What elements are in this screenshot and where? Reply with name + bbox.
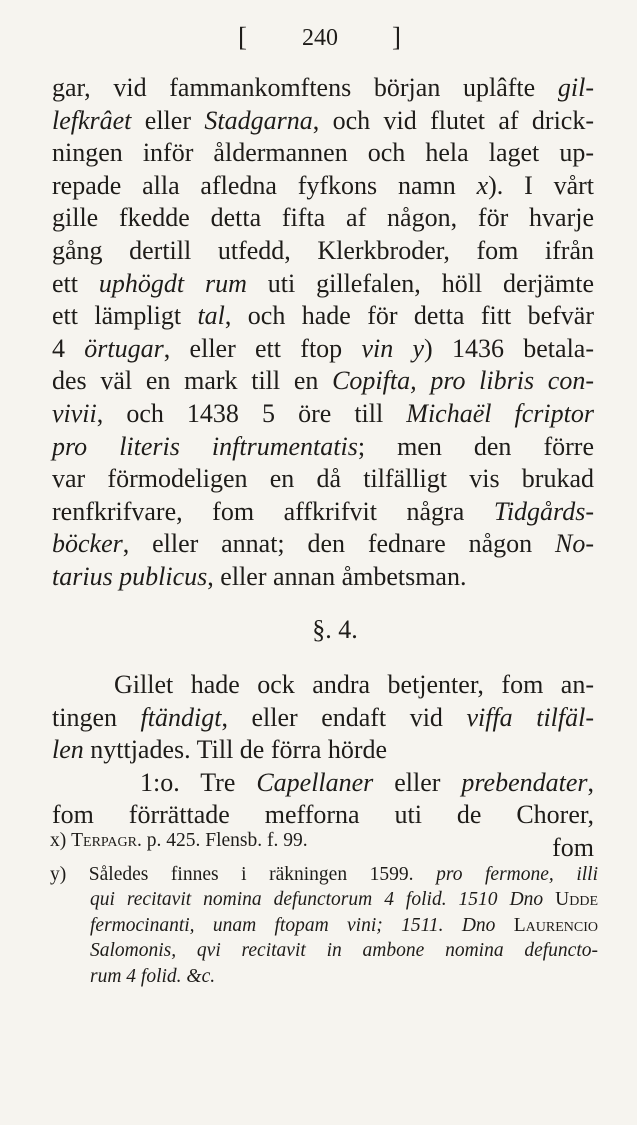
text-line bbox=[52, 333, 594, 366]
text-run: des väl en mark till en bbox=[52, 366, 333, 396]
page-header bbox=[0, 22, 637, 62]
text-run: , och hade för detta fitt befvär bbox=[224, 301, 594, 331]
smallcaps-run: Terpagr. bbox=[71, 830, 142, 851]
text-run: renfkrifvare, fom affkrifvit några bbox=[52, 496, 494, 526]
text-run bbox=[444, 915, 462, 936]
text-run: ; men den förre bbox=[357, 431, 594, 461]
text-line bbox=[50, 964, 598, 990]
main-text bbox=[52, 72, 594, 865]
text-line bbox=[50, 887, 598, 913]
italic-run: pro literis inftrumentatis bbox=[52, 431, 358, 461]
text-line bbox=[52, 137, 594, 170]
italic-run: No- bbox=[555, 529, 594, 559]
text-run: gar, vid fammankomftens början uplâfte bbox=[52, 73, 558, 102]
text-run: , eller endaft vid bbox=[221, 702, 467, 732]
footnotes bbox=[50, 828, 598, 989]
italic-run: Tidgårds- bbox=[493, 496, 594, 526]
text-run: ett bbox=[52, 268, 99, 298]
italic-run: Capellaner bbox=[256, 767, 374, 797]
text-run: fom förrättade mefforna uti de Chorer, bbox=[52, 800, 594, 830]
text-run: var förmodeligen en då tilfälligt vis brukad bbox=[52, 464, 594, 494]
text-line bbox=[52, 170, 594, 203]
italic-run: rum 4 folid. &c. bbox=[90, 965, 216, 987]
italic-run: lefkrâet bbox=[52, 105, 132, 135]
text-run bbox=[498, 889, 510, 910]
text-line bbox=[52, 528, 594, 561]
text-line bbox=[52, 72, 594, 105]
italic-run: x bbox=[476, 170, 489, 200]
spacer bbox=[52, 646, 594, 669]
text-run: eller bbox=[373, 767, 462, 797]
italic-run: Salomonis, qvi recitavit in ambone nomina defuncto- bbox=[90, 940, 598, 961]
text-line bbox=[52, 235, 594, 268]
text-run: , eller annat; den fednare någon bbox=[122, 529, 555, 559]
italic-run: Dno bbox=[509, 889, 544, 910]
text-run: 1:o. Tre bbox=[140, 767, 257, 797]
italic-run: tal bbox=[197, 301, 225, 331]
italic-run: Michaël fcriptor bbox=[406, 398, 594, 428]
italic-run: tarius publicus bbox=[52, 561, 208, 591]
text-run: eller bbox=[131, 105, 205, 135]
italic-run: pro fermone, illi bbox=[436, 863, 599, 885]
text-run: gille fkedde detta fifta af någon, för hvarje bbox=[52, 203, 594, 233]
text-run bbox=[495, 915, 513, 936]
italic-run: fermocinanti, unam ftopam vini; 1511. bbox=[90, 914, 444, 936]
italic-run: len bbox=[52, 735, 84, 765]
text-line bbox=[52, 496, 594, 529]
text-run: y) Således finnes i räkningen 1599. bbox=[50, 863, 437, 885]
footnote-x bbox=[50, 828, 598, 854]
text-line bbox=[52, 734, 594, 767]
text-run bbox=[543, 889, 555, 910]
text-line bbox=[52, 767, 594, 800]
italic-run: gil- bbox=[557, 73, 594, 102]
italic-run: uphögdt rum bbox=[98, 268, 247, 298]
text-line bbox=[52, 268, 594, 301]
text-run: ) 1436 betala- bbox=[424, 333, 594, 363]
text-run: , eller annan åmbetsman. bbox=[207, 561, 467, 591]
italic-run: qui recitavit nomina defunctorum 4 folid. 1510 bbox=[90, 889, 498, 910]
text-line bbox=[52, 365, 594, 398]
italic-run: prebendater bbox=[461, 767, 588, 797]
text-line bbox=[52, 105, 594, 138]
text-run: fom bbox=[552, 833, 594, 863]
text-run: , och vid flutet af drick- bbox=[312, 105, 594, 135]
paragraph-section-3-end bbox=[52, 72, 594, 594]
italic-run: Copifta, pro libris con- bbox=[332, 366, 594, 396]
italic-run: böcker bbox=[52, 529, 123, 559]
text-run: tingen bbox=[52, 702, 141, 732]
spacer bbox=[52, 594, 594, 614]
header-bracket-right: ] bbox=[392, 22, 401, 52]
text-run: Gillet hade ock andra betjenter, fom an- bbox=[114, 670, 594, 700]
text-run: ningen inför åldermannen och hela laget up- bbox=[52, 138, 594, 168]
text-run: uti gillefalen, höll derjämte bbox=[246, 268, 594, 298]
italic-run: örtugar bbox=[84, 333, 164, 363]
text-line bbox=[52, 561, 594, 594]
text-line bbox=[52, 300, 594, 333]
italic-run: Stadgarna bbox=[204, 105, 313, 135]
italic-run: Dno bbox=[461, 914, 496, 936]
italic-run: vin y bbox=[361, 333, 425, 363]
text-run: repade alla afledna fyfkons namn bbox=[52, 170, 477, 200]
text-line bbox=[52, 202, 594, 235]
text-run: ett lämpligt bbox=[52, 301, 198, 331]
text-line bbox=[50, 938, 598, 964]
section-heading: §. 4. bbox=[312, 614, 358, 644]
italic-run: vivii bbox=[52, 398, 97, 428]
text-run: 4 bbox=[52, 333, 85, 363]
italic-run: viffa tilfäl- bbox=[466, 702, 594, 732]
text-line bbox=[52, 431, 594, 464]
text-line bbox=[52, 669, 594, 702]
text-line bbox=[52, 398, 594, 431]
page-number: 240 bbox=[302, 25, 338, 51]
text-run: , och 1438 5 öre till bbox=[96, 398, 407, 428]
smallcaps-run: Udde bbox=[555, 889, 599, 910]
text-line bbox=[52, 463, 594, 496]
text-run: gång dertill utfedd, Klerkbroder, fom ifrån bbox=[52, 235, 594, 265]
text-line bbox=[50, 913, 598, 939]
italic-run: ftändigt bbox=[140, 702, 222, 732]
text-run: p. 425. Flensb. f. 99. bbox=[141, 830, 308, 851]
footnote-y bbox=[50, 862, 598, 990]
text-run: , eller ett ftop bbox=[163, 333, 362, 363]
text-run: , bbox=[587, 767, 595, 797]
header-bracket-left: [ bbox=[238, 22, 247, 52]
text-run: nyttjades. Till de förra hörde bbox=[83, 735, 388, 765]
text-run: x) bbox=[50, 830, 72, 851]
text-run: ). I vårt bbox=[488, 170, 594, 200]
text-line bbox=[52, 702, 594, 735]
smallcaps-run: Laurencio bbox=[513, 914, 598, 936]
text-line bbox=[50, 862, 598, 888]
